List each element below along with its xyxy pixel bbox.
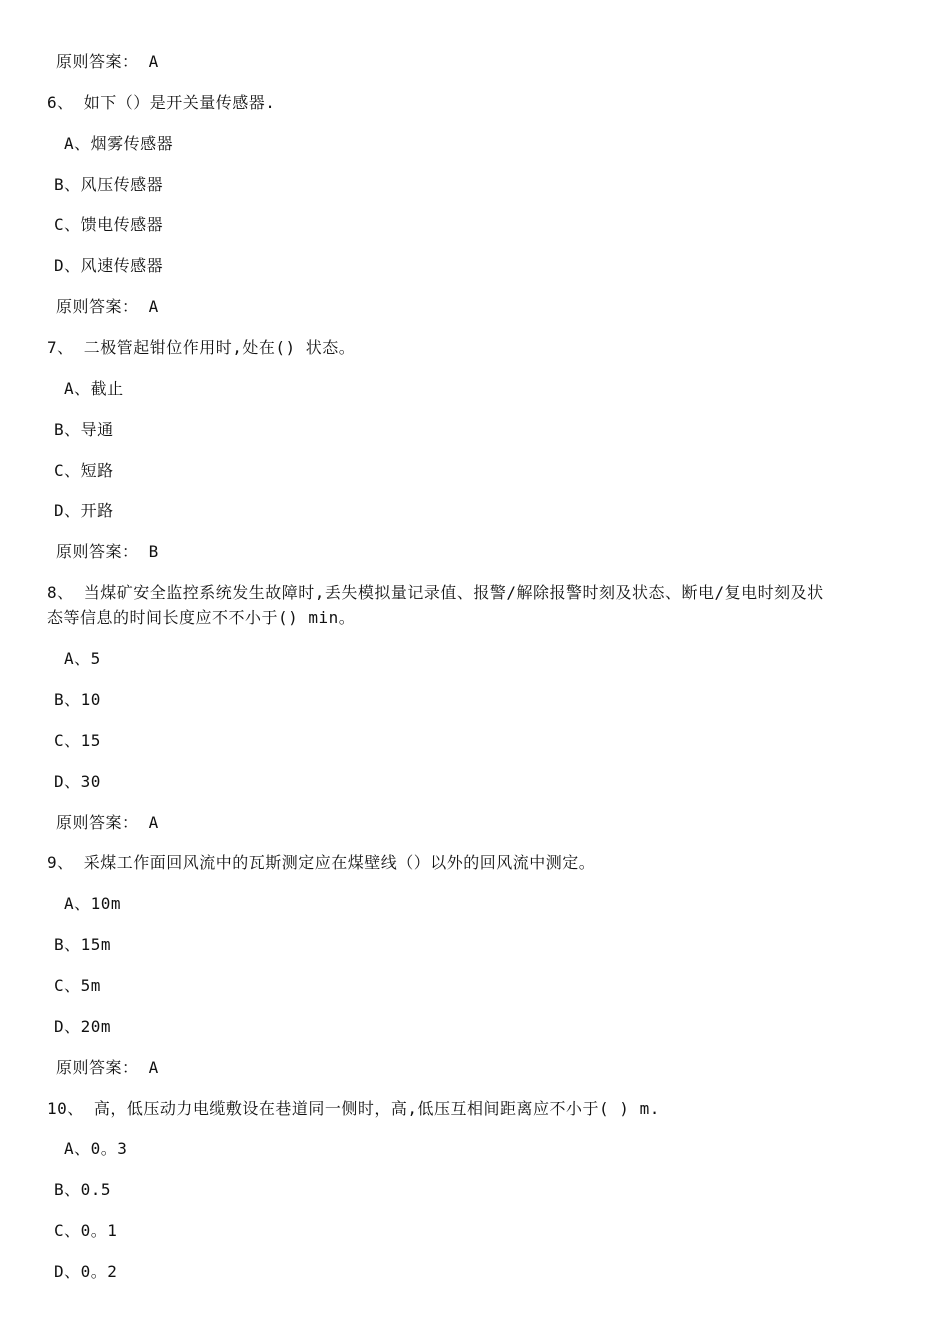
q9-option-d: D、20m [54, 1017, 112, 1036]
q9-option-c: C、5m [54, 976, 101, 995]
q7-option-a: A、截止 [64, 379, 124, 398]
q10-option-b: B、0.5 [54, 1180, 112, 1199]
q9-option-b: B、15m [54, 935, 112, 954]
q9-option-a: A、10m [64, 894, 122, 913]
q10-option-a: A、0。3 [64, 1139, 128, 1158]
answer-q6: 原则答案： A [56, 297, 159, 316]
q8-option-a: A、5 [64, 649, 101, 668]
q8-option-d: D、30 [54, 772, 101, 791]
q7-option-b: B、导通 [54, 420, 114, 439]
q7-option-c: C、短路 [54, 461, 114, 480]
question-6: 6、 如下（）是开关量传感器. [47, 93, 276, 112]
q8-option-b: B、10 [54, 690, 101, 709]
q6-option-d: D、风速传感器 [54, 256, 164, 275]
q7-option-d: D、开路 [54, 501, 114, 520]
question-8-line-2: 态等信息的时间长度应不不小于() min。 [47, 608, 356, 627]
question-10: 10、 高，低压动力电缆敷设在巷道同一侧时，高,低压互相间距离应不小于( ) m. [47, 1099, 660, 1118]
answer-q5: 原则答案： A [56, 52, 159, 71]
q6-option-c: C、馈电传感器 [54, 215, 164, 234]
question-7: 7、 二极管起钳位作用时,处在() 状态。 [47, 338, 356, 357]
answer-q9: 原则答案： A [56, 1058, 159, 1077]
answer-q7: 原则答案： B [56, 542, 159, 561]
q8-option-c: C、15 [54, 731, 101, 750]
answer-q8: 原则答案： A [56, 813, 159, 832]
q10-option-d: D、0。2 [54, 1262, 118, 1281]
q6-option-a: A、烟雾传感器 [64, 134, 174, 153]
question-8-line-1: 8、 当煤矿安全监控系统发生故障时,丢失模拟量记录值、报警/解除报警时刻及状态、断电/复电时刻及状 [47, 583, 824, 602]
q6-option-b: B、风压传感器 [54, 175, 164, 194]
question-9: 9、 采煤工作面回风流中的瓦斯测定应在煤壁线（）以外的回风流中测定。 [47, 853, 596, 872]
q10-option-c: C、0。1 [54, 1221, 118, 1240]
